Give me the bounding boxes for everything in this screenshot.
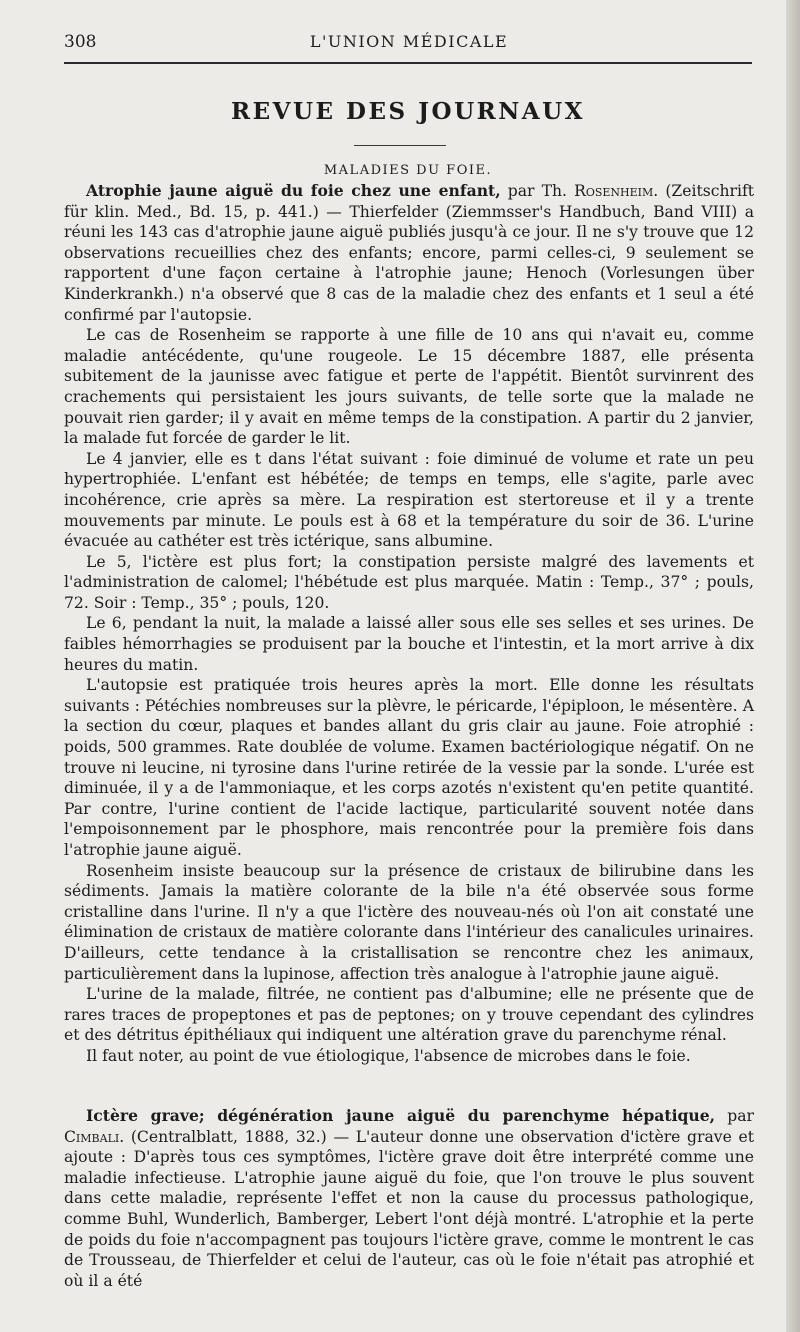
article-paragraph: L'urine de la malade, filtrée, ne contient pas d'albumine; elle ne présente que de rares traces de propeptones et pas de peptones; on y trouve cependant des cylindres et des détritus épithéliaux qui indiquent une altération grave du parenchyme rénal.: [64, 985, 754, 1045]
header-rule: [64, 62, 752, 64]
article-paragraph: Le 6, pendant la nuit, la malade a laissé aller sous elle ses selles et ses urines. De faibles hémorrhagies se produisent par la bouche et l'intestin, et la mort arrive à dix heures du matin.: [64, 614, 754, 674]
article-author: Cimbali: [64, 1127, 120, 1146]
article-paragraph: Il faut noter, au point de vue étiologique, l'absence de microbes dans le foie.: [86, 1046, 691, 1065]
page-number: 308: [64, 32, 97, 52]
section-title: REVUE DES JOURNAUX: [230, 98, 586, 125]
subsection-title: MALADIES DU FOIE.: [323, 163, 493, 178]
journal-title: L'UNION MÉDICALE: [309, 32, 509, 51]
page-edge-shadow: [786, 0, 800, 1332]
article-paragraph: Le cas de Rosenheim se rapporte à une fille de 10 ans qui n'avait eu, comme maladie antécédente, qu'une rougeole. Le 15 décembre 1887, elle présenta subitement de la jaunisse avec fatigue et perte de l'appétit. Bientôt survinrent des crachements qui persistaient les jours suivants, de telle sorte que la malade ne pouvait rien garder; il y avait en même temps de la constipation. A partir du 2 janvier, la malade fut forcée de garder le lit.: [64, 326, 754, 448]
article-paragraph: Le 4 janvier, elle es t dans l'état suivant : foie diminué de volume et rate un peu hypertrophiée. L'enfant est hébétée; de temps en temps, elle s'agite, parle avec incohérence, crie après sa mère. La respiration est stertoreuse et il y a trente mouvements par minute. Le pouls est à 68 et la température du soir de 36. L'urine évacuée au cathéter est très ictérique, sans albumine.: [64, 449, 754, 551]
article-title: Atrophie jaune aiguë du foie chez une enfant,: [86, 181, 501, 200]
article-lede-paragraph: [64, 181, 754, 325]
article-author: Rosenheim: [574, 182, 654, 200]
article-lede-paragraph: [64, 1106, 754, 1291]
running-head: [64, 32, 754, 56]
article-paragraph: L'autopsie est pratiquée trois heures après la mort. Elle donne les résultats suivants : Pétéchies nombreuses sur la plèvre, le péricarde, l'épiploon, le mésentère. A la section du cœur, plaques et bandes allant du gris clair au jaune. Foie atrophié : poids, 500 grammes. Rate doublée de volume. Examen bactériologique négatif. On ne trouve ni leucine, ni tyrosine dans l'urine retirée de la vessie par la sonde. L'urée est diminuée, il y a de l'ammoniaque, et les corps azotés n'existent qu'en petite quantité. Par contre, l'urine contient de l'acide lactique, particularité souvent notée dans l'empoisonnement par le phosphore, mais rencontrée pour la première fois dans l'atrophie jaune aiguë.: [64, 676, 754, 859]
article-citation: . (Zeitschrift für klin. Med., Bd. 15, p. 441.) — Thierfelder (Ziemmsser's Handbuch, Band VIII) a réuni les 143 cas d'atrophie jaune aiguë publiés jusqu'à ce jour. Il ne s'y trouve que 12 observations recueillies chez des enfants; encore, parmi celles-ci, 9 seulement se rapportent d'une façon certaine à l'atrophie jaune; Henoch (Vorlesungen über Kinderkrankh.) n'a observé que 8 cas de la maladie chez des enfants et 1 seul a été confirmé par l'autopsie.: [64, 182, 754, 324]
section-divider: [354, 145, 446, 146]
article-title: Ictère grave; dégénération jaune aiguë du parenchyme hépatique,: [86, 1106, 716, 1125]
article-by: par: [715, 1107, 754, 1125]
article-ictere-grave: [64, 1106, 754, 1291]
article-by: par Th.: [500, 182, 575, 200]
article-atrophie-jaune: [64, 181, 754, 1067]
article-citation: . (Centralblatt, 1888, 32.) — L'auteur donne une observation d'ictère grave et ajoute : D'après tous ces symptômes, l'ictère grave doit être interprété comme une maladie infectieuse. L'atrophie jaune aiguë du foie, que l'on trouve le plus souvent dans cette maladie, représente l'effet et non la cause du processus pathologique, comme Buhl, Wunderlich, Bamberger, Lebert l'ont déjà montré. L'atrophie et la perte de poids du foie n'accompagnent pas toujours l'ictère grave, comme le montrent le cas de Trousseau, de Thierfelder et celui de l'auteur, cas où le foie n'était pas atrophié et où il a été: [64, 1127, 754, 1290]
article-paragraph: Le 5, l'ictère est plus fort; la constipation persiste malgré des lavements et l'administration de calomel; l'hébétude est plus marquée. Matin : Temp., 37° ; pouls, 72. Soir : Temp., 35° ; pouls, 120.: [64, 552, 754, 612]
article-paragraph: Rosenheim insiste beaucoup sur la présence de cristaux de bilirubine dans les sédiments. Jamais la matière colorante de la bile n'a été observée sous forme cristalline dans l'urine. Il n'y a que l'ictère des nouveau-nés où l'on ait constaté une élimination de cristaux de matière colorante dans l'intérieur des canalicules urinaires. D'ailleurs, cette tendance à la cristallisation se rencontre chez les animaux, particulièrement dans la lupinose, affection très analogue à l'atrophie jaune aiguë.: [64, 861, 754, 983]
